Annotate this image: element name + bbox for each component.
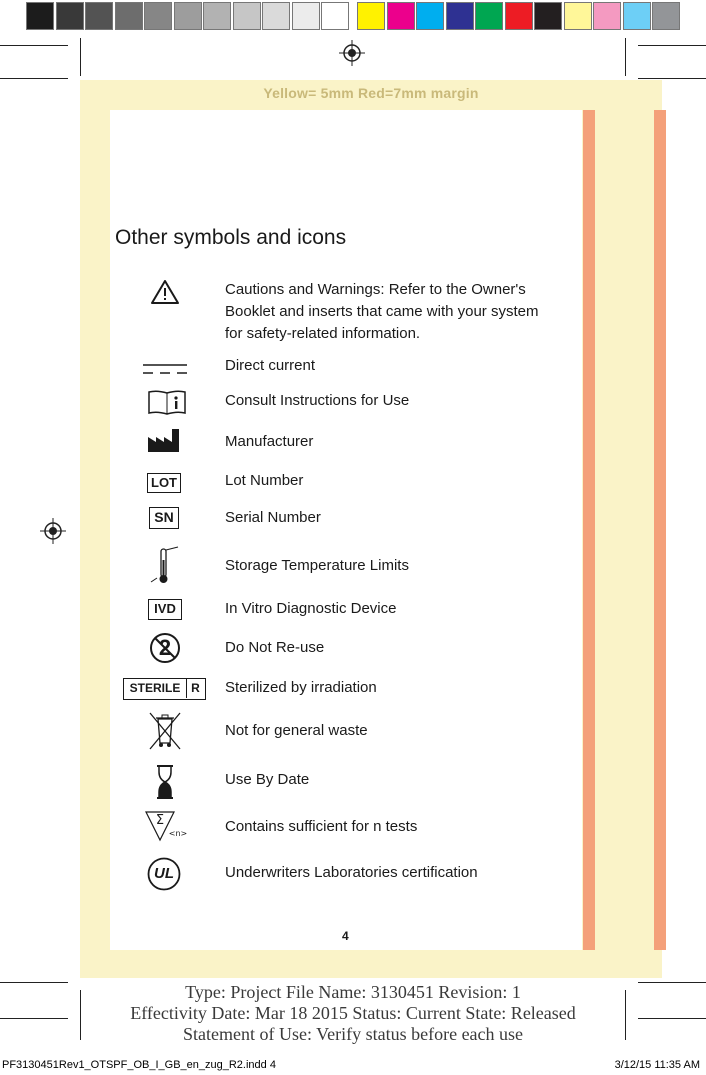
sterile-method-label: R: [191, 681, 200, 695]
serial-number-icon: SN: [149, 507, 179, 529]
ul-certification-icon: [147, 857, 181, 891]
margin-strip: [654, 110, 666, 950]
color-swatch: [174, 2, 202, 30]
print-timestamp: 3/12/15 11:35 AM: [614, 1059, 700, 1071]
color-swatch: [593, 2, 621, 30]
color-swatch: [357, 2, 385, 30]
color-swatch: [321, 2, 349, 30]
color-swatch: [56, 2, 84, 30]
symbol-description: Serial Number: [225, 509, 321, 526]
symbol-description: Direct current: [225, 357, 316, 374]
color-swatch: [115, 2, 143, 30]
crop-mark: [0, 78, 68, 79]
symbol-description: Consult Instructions for Use: [225, 392, 410, 409]
color-swatch: [26, 2, 54, 30]
color-swatch: [262, 2, 290, 30]
do-not-reuse-icon: [149, 632, 181, 664]
registration-mark-icon: [40, 518, 66, 544]
temperature-limit-icon: [148, 546, 180, 586]
sterile-r-icon: [123, 678, 206, 700]
crop-mark: [625, 38, 626, 76]
color-swatch: [623, 2, 651, 30]
symbol-description: Cautions and Warnings: Refer to the Owner's Booklet and inserts that came with your system for safety-related information.: [225, 281, 539, 342]
crop-mark: [80, 38, 81, 76]
document-status-line: Effectivity Date: Mar 18 2015 Status: Current State: Released: [130, 1003, 576, 1023]
file-name-slug: PF3130451Rev1_OTSPF_OB_I_GB_en_zug_R2.indd 4: [2, 1059, 276, 1071]
ivd-icon: IVD: [148, 599, 182, 620]
crop-mark: [0, 45, 68, 46]
color-swatch: [292, 2, 320, 30]
color-swatch: [387, 2, 415, 30]
lot-number-icon: LOT: [147, 473, 181, 493]
document-status-line: Statement of Use: Verify status before each use: [182, 1024, 524, 1044]
direct-current-icon: [142, 362, 188, 376]
manufacturer-icon: [147, 427, 181, 453]
page-number: 4: [342, 929, 349, 943]
n-tests-label: <n>: [168, 829, 188, 838]
symbol-description: Manufacturer: [225, 433, 314, 450]
symbol-description: Lot Number: [225, 472, 304, 489]
color-swatch: [564, 2, 592, 30]
sigma-label: Σ: [155, 813, 165, 828]
symbol-description: In Vitro Diagnostic Device: [225, 600, 397, 617]
symbol-description: Contains sufficient for n tests: [225, 818, 418, 835]
hourglass-icon: [156, 765, 174, 799]
ul-label: UL: [154, 865, 174, 882]
symbol-description: Use By Date: [225, 771, 310, 788]
margin-strip: [583, 110, 595, 950]
symbol-description: Do Not Re-use: [225, 639, 325, 656]
crop-mark: [638, 78, 706, 79]
color-swatch: [416, 2, 444, 30]
do-not-reuse-label: 2: [158, 635, 172, 660]
registration-mark-icon: [339, 40, 365, 66]
symbol-description: Not for general waste: [225, 722, 368, 739]
crop-mark: [638, 45, 706, 46]
color-swatch: [85, 2, 113, 30]
color-bar: [26, 2, 680, 32]
color-swatch: [144, 2, 172, 30]
page-title: Other symbols and icons: [115, 226, 347, 249]
color-swatch: [203, 2, 231, 30]
symbol-description: Storage Temperature Limits: [225, 557, 409, 574]
waste-bin-crossed-icon: [147, 710, 183, 752]
color-swatch: [446, 2, 474, 30]
sterile-label: STERILE: [124, 679, 187, 698]
sufficient-tests-icon: [144, 810, 190, 844]
margin-label: Yellow= 5mm Red=7mm margin: [263, 85, 479, 101]
document-status-line: Type: Project File Name: 3130451 Revision: 1: [185, 982, 521, 1002]
consult-instructions-icon: [147, 389, 187, 415]
symbol-description: Sterilized by irradiation: [225, 679, 377, 696]
color-swatch: [505, 2, 533, 30]
symbol-description: Underwriters Laboratories certification: [225, 864, 478, 881]
color-swatch: [475, 2, 503, 30]
color-swatch: [652, 2, 680, 30]
color-swatch: [233, 2, 261, 30]
color-swatch: [534, 2, 562, 30]
caution-icon: [150, 279, 180, 305]
